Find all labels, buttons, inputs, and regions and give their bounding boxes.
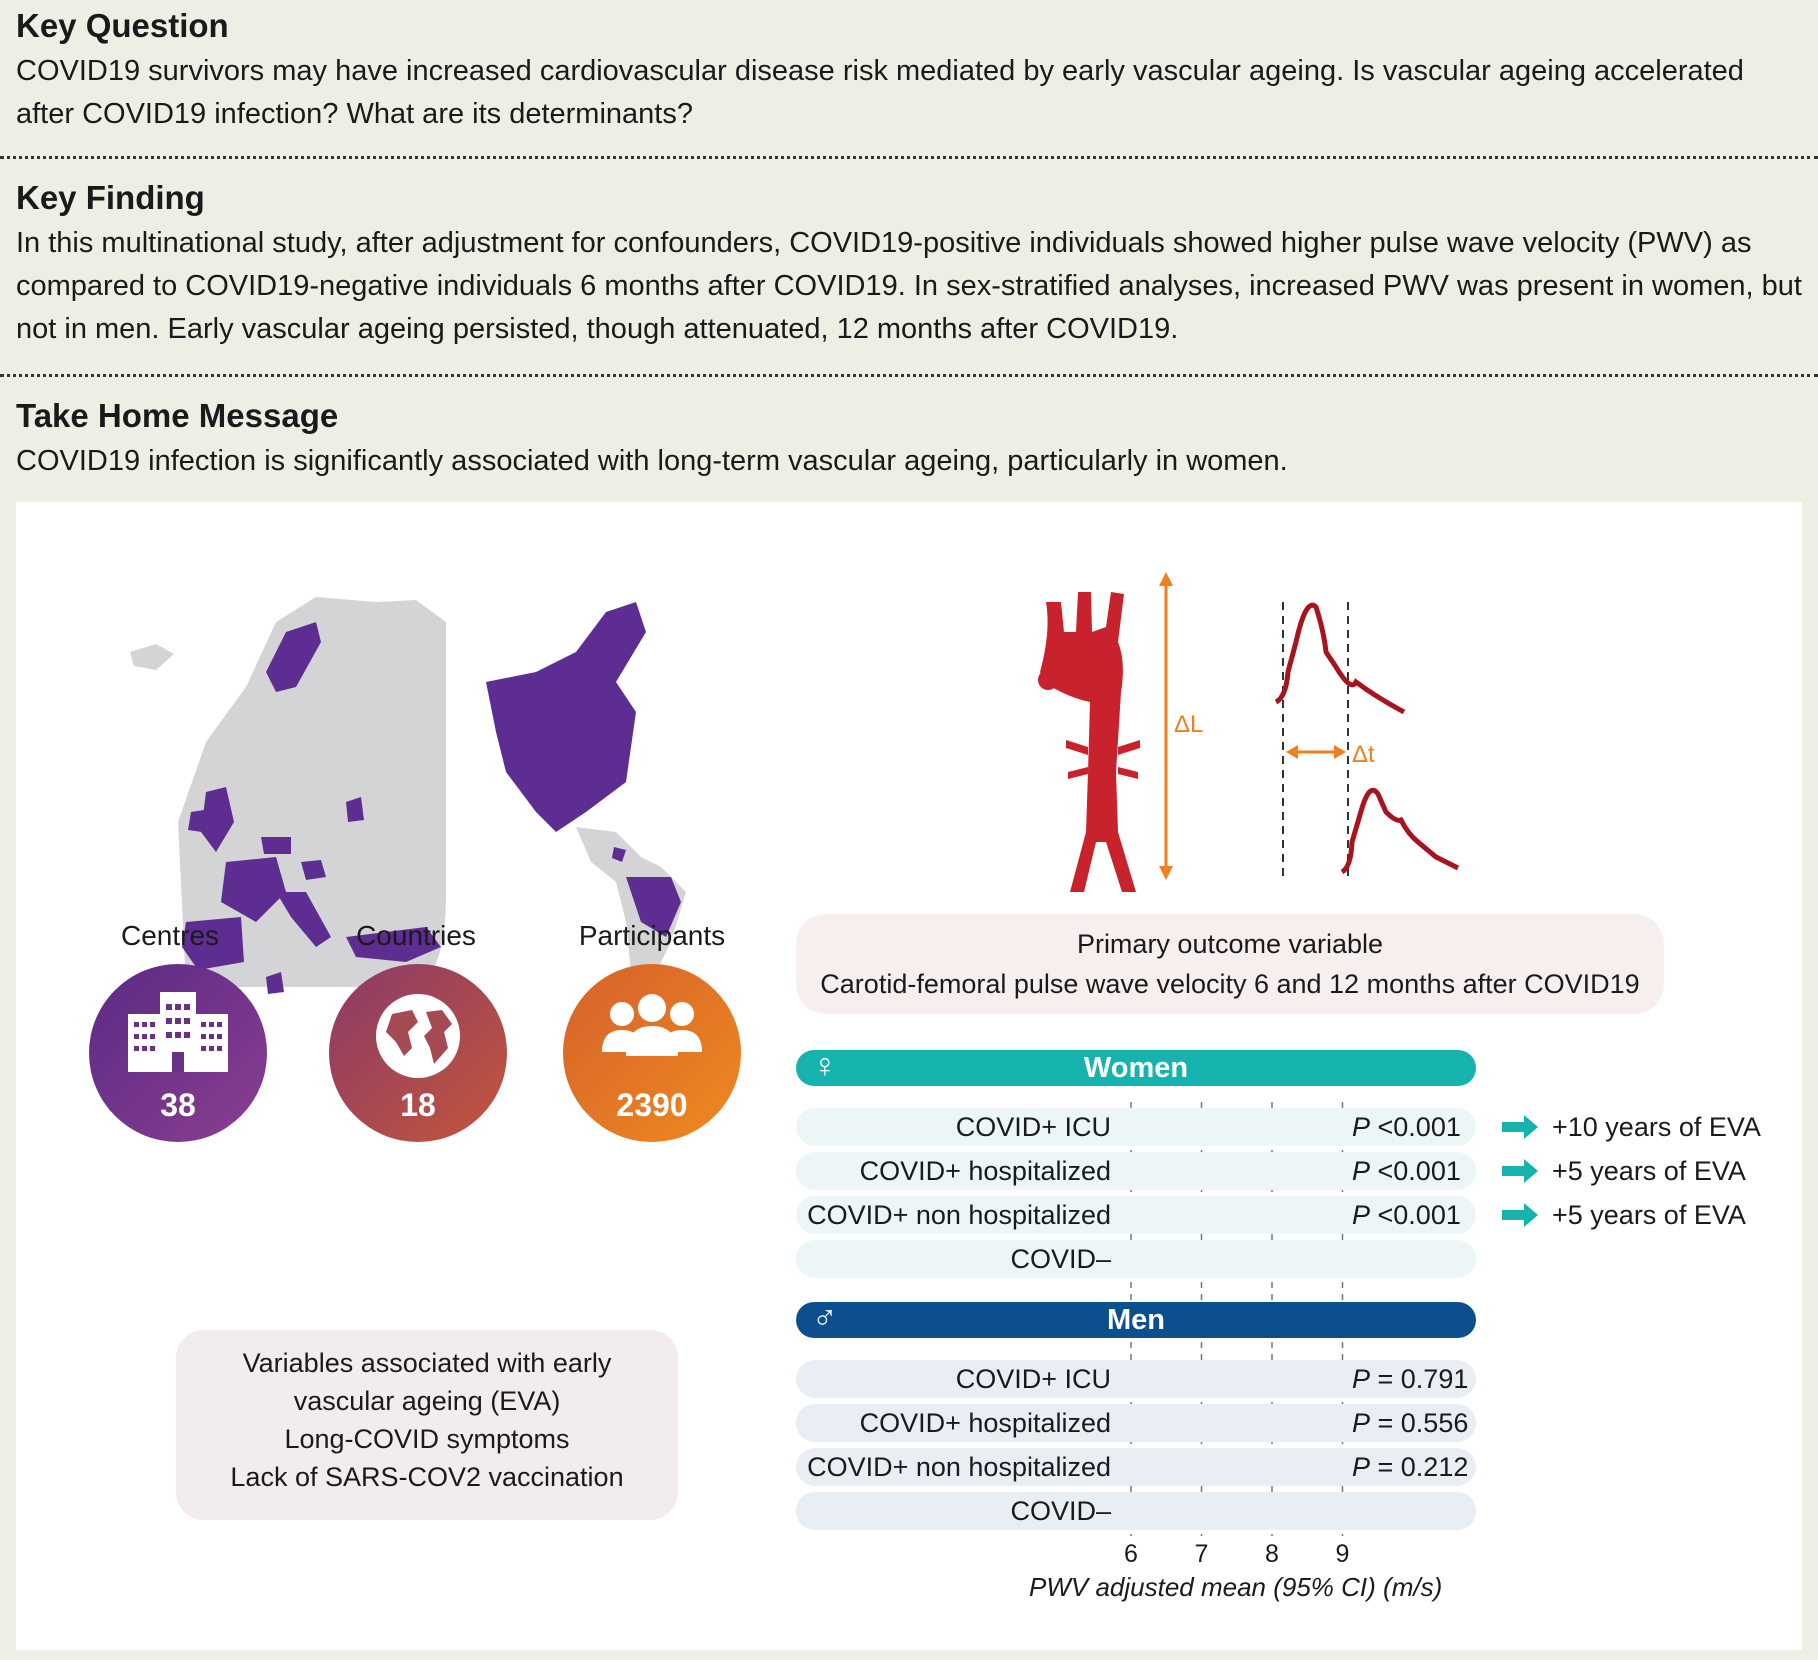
countries-circle [329, 964, 507, 1142]
p-value: P <0.001 [1352, 1200, 1461, 1230]
pulse-wave-carotid [1276, 605, 1404, 712]
eva-variables-line: vascular ageing (EVA) [293, 1386, 561, 1416]
centres-label: Centres [120, 920, 220, 951]
group-header-men [796, 1299, 1476, 1338]
take-home-section [16, 396, 1802, 483]
centres-circle [89, 964, 267, 1142]
key-question-title: Key Question [16, 7, 229, 44]
p-value: P <0.001 [1352, 1156, 1461, 1186]
aorta-illustration [1038, 592, 1140, 892]
p-value: P = 0.556 [1352, 1408, 1469, 1438]
group-name: Men [1107, 1304, 1165, 1336]
participants-label: Participants [578, 920, 726, 951]
key-question-text: COVID19 survivors may have increased cardiovascular disease risk mediated by early vascular ageing. Is vascular ageing accelerated after COVID19 infection? What are its determinants? [16, 55, 1744, 130]
countries-label: Countries [356, 920, 476, 951]
primary-outcome-title: Primary outcome variable [1076, 929, 1384, 959]
eva-text: +10 years of EVA [1552, 1112, 1761, 1142]
eva-text: +5 years of EVA [1552, 1200, 1746, 1230]
forest-row [796, 1448, 1476, 1486]
centres-value: 38 [160, 1087, 196, 1123]
countries-value: 18 [400, 1087, 436, 1123]
p-value: P = 0.212 [1352, 1452, 1469, 1482]
x-axis-label: PWV adjusted mean (95% CI) (m/s) [1029, 1572, 1443, 1602]
row-label: COVID+ non hospitalized [807, 1452, 1111, 1482]
graphical-abstract-panel [16, 502, 1802, 1650]
primary-outcome-text: Carotid-femoral pulse wave velocity 6 and 12 months after COVID19 [820, 969, 1640, 999]
p-value: P <0.001 [1352, 1112, 1461, 1142]
x-tick-label: 7 [1194, 1540, 1209, 1568]
row-label: COVID+ ICU [955, 1364, 1111, 1394]
p-value: P = 0.791 [1352, 1364, 1469, 1394]
globe-icon [368, 992, 468, 1092]
right-arrow-icon [1502, 1159, 1538, 1183]
row-label: COVID+ hospitalized [859, 1408, 1111, 1438]
row-label: COVID+ non hospitalized [807, 1200, 1111, 1230]
eva-variables-line: Variables associated with early [242, 1348, 612, 1378]
x-tick-label: 9 [1335, 1540, 1350, 1568]
divider [0, 156, 1818, 159]
eva-variables-line: Long-COVID symptoms [284, 1424, 570, 1454]
primary-outcome-box [796, 914, 1664, 1014]
participants-value: 2390 [616, 1087, 688, 1123]
divider [0, 374, 1818, 377]
x-tick-label: 6 [1124, 1540, 1138, 1568]
male-symbol-icon: ♂ [812, 1299, 838, 1337]
eva-variables-box [176, 1330, 678, 1520]
row-label: COVID+ hospitalized [859, 1156, 1111, 1186]
eva-variables-line: Lack of SARS-COV2 vaccination [230, 1462, 624, 1492]
female-symbol-icon: ♀ [812, 1047, 838, 1085]
row-label: COVID– [1010, 1496, 1111, 1526]
pulse-wave-femoral [1342, 790, 1458, 872]
key-finding-text: In this multinational study, after adjustment for confounders, COVID19-positive individuals showed higher pulse wave velocity (PWV) as compared to COVID19-negative individuals 6 months after COVID19. In sex-stratified analyses, increased PWV was present in women, but not in men. Early vascular ageing persisted, though attenuated, 12 months after COVID19. [16, 227, 1802, 345]
forest-row [796, 1240, 1476, 1278]
key-question-section [16, 6, 1802, 136]
right-arrow-icon [1502, 1203, 1538, 1227]
group-header-women [796, 1047, 1476, 1086]
delta-l-label: ΔL [1174, 711, 1204, 738]
eva-text: +5 years of EVA [1552, 1156, 1746, 1186]
group-name: Women [1083, 1052, 1189, 1084]
forest-row [796, 1360, 1476, 1398]
forest-row [796, 1492, 1476, 1530]
hospital-building-icon [128, 992, 228, 1072]
x-tick-label: 8 [1265, 1540, 1279, 1568]
forest-row [796, 1152, 1476, 1190]
participants-circle [563, 964, 741, 1142]
row-label: COVID+ ICU [955, 1112, 1111, 1142]
forest-row [796, 1404, 1476, 1442]
take-home-text: COVID19 infection is significantly associated with long-term vascular ageing, particularly in women. [16, 445, 1288, 477]
key-finding-section [16, 178, 1802, 351]
key-finding-title: Key Finding [16, 179, 205, 216]
row-label: COVID– [1010, 1244, 1111, 1274]
pwv-measurement-diagram [1006, 572, 1506, 907]
right-arrow-icon [1502, 1115, 1538, 1139]
take-home-title: Take Home Message [16, 397, 339, 434]
delta-t-label: Δt [1352, 741, 1375, 768]
forest-row [796, 1108, 1476, 1146]
people-group-icon [602, 992, 702, 1072]
forest-row [796, 1196, 1476, 1234]
